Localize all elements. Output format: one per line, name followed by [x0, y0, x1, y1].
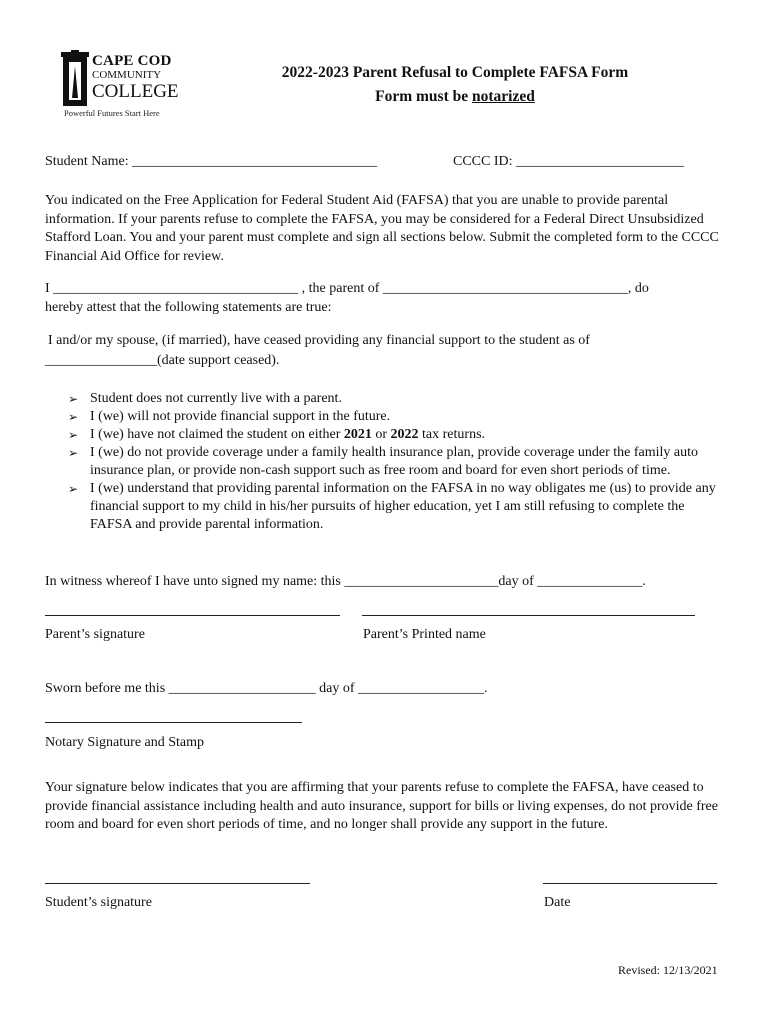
parent-signature-line[interactable] — [45, 615, 340, 616]
notary-label: Notary Signature and Stamp — [45, 735, 205, 750]
subtitle-emphasis: notarized — [472, 88, 535, 105]
arrow-bullet-icon: ➢ — [68, 446, 79, 460]
parent-printed-name-line[interactable] — [362, 615, 695, 616]
statement-item: ➢ I (we) have not claimed the student on either 2021 or 2022 tax returns. — [68, 427, 486, 442]
support-date-field[interactable]: ________________(date support ceased). — [45, 353, 280, 368]
sworn-line[interactable]: Sworn before me this _____________________ day of __________________. — [45, 681, 488, 696]
college-logo — [58, 50, 178, 122]
cccc-id-field[interactable]: CCCC ID: ________________________ — [453, 154, 685, 169]
support-statement: I and/or my spouse, (if married), have ceased providing any financial support to the student as of — [48, 333, 590, 348]
arrow-bullet-icon: ➢ — [68, 428, 79, 442]
attest-line[interactable]: I ___________________________________ , the parent of ___________________________________, do — [45, 281, 649, 296]
student-signature-label: Student’s signature — [45, 895, 152, 910]
date-line[interactable] — [543, 883, 717, 884]
arrow-bullet-icon: ➢ — [68, 482, 79, 496]
parent-signature-label: Parent’s signature — [45, 627, 145, 642]
lighthouse-icon — [60, 50, 90, 108]
student-signature-line[interactable] — [45, 883, 310, 884]
logo-line-2: COMMUNITY — [92, 69, 162, 81]
logo-line-3: COLLEGE — [92, 81, 179, 102]
date-label: Date — [544, 895, 571, 910]
logo-tagline: Powerful Futures Start Here — [64, 108, 160, 118]
logo-line-1: CAPE COD — [92, 53, 172, 69]
witness-line[interactable]: In witness whereof I have unto signed my name: this ______________________day of _______________. — [45, 574, 646, 589]
intro-paragraph: You indicated on the Free Application for Federal Student Aid (FAFSA) that you are unable to provide parental information. If your parents refuse to complete the FAFSA, you may be considered for a Federal Direct Unsubsidized Stafford Loan. You and your parent must complete and sign all sections below. Submit the completed form to the CCCC Financial Aid Office for review. — [45, 193, 719, 264]
statement-item: ➢ I (we) do not provide coverage under a family health insurance plan, provide coverage under the family auto insurance plan, or provide non-cash support such as free room and board for even short periods of time. — [68, 445, 698, 478]
student-name-field[interactable]: Student Name: ___________________________________ — [45, 154, 378, 169]
arrow-bullet-icon: ➢ — [68, 410, 79, 424]
statement-item: ➢ I (we) will not provide financial support in the future. — [68, 409, 391, 424]
statement-item: ➢ I (we) understand that providing parental information on the FAFSA in no way obligates me (us) to provide any financial support to my child in his/her pursuits of higher education, yet I am still refusing to complete the FAFSA and provide parental information. — [68, 481, 716, 532]
attest-line-2: hereby attest that the following statements are true: — [45, 300, 332, 315]
form-subtitle — [180, 88, 730, 106]
arrow-bullet-icon: ➢ — [68, 392, 79, 406]
subtitle-prefix: Form must be — [375, 88, 472, 105]
statement-list — [68, 390, 728, 534]
statement-item: ➢ Student does not currently live with a parent. — [68, 391, 342, 406]
form-title: 2022-2023 Parent Refusal to Complete FAFSA Form — [281, 64, 629, 81]
affirm-paragraph: Your signature below indicates that you are affirming that your parents refuse to complete the FAFSA, have ceased to provide financial assistance including health and auto insurance, support for bills or living expenses, do not provide free room and board for even short periods of time, and no longer shall provide any support in the future. — [45, 780, 718, 832]
notary-signature-line[interactable] — [45, 722, 302, 723]
revised-date: Revised: 12/13/2021 — [618, 963, 718, 977]
parent-printed-name-label: Parent’s Printed name — [363, 627, 486, 642]
